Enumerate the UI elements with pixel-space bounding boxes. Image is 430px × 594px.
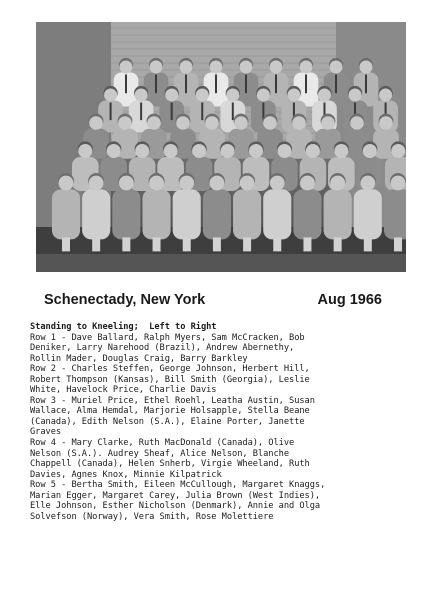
roster-line: (Canada), Edith Nelson (S.A.), Elaine Porter, Janette bbox=[30, 416, 305, 427]
roster-line: Row 1 - Dave Ballard, Ralph Myers, Sam McCracken, Bob bbox=[30, 332, 305, 343]
roster-line: Marian Egger, Margaret Carey, Julia Brown (West Indies), bbox=[30, 490, 321, 501]
caption-date: Aug 1966 bbox=[317, 292, 382, 308]
roster-line: Row 3 - Muriel Price, Ethel Roehl, Leatha Austin, Susan bbox=[30, 395, 315, 406]
caption-place: Schenectady, New York bbox=[44, 292, 206, 308]
roster-heading: Standing to Kneeling; Left to Right bbox=[30, 322, 217, 332]
roster-line: Rollin Mader, Douglas Craig, Barry Barkley bbox=[30, 353, 248, 364]
group-photo-image bbox=[36, 22, 406, 272]
roster-line: Row 2 - Charles Steffen, George Johnson, Herbert Hill, bbox=[30, 364, 310, 375]
roster-line: Davies, Agnes Knox, Minnie Kilpatrick bbox=[30, 469, 222, 480]
caption bbox=[44, 292, 394, 314]
roster-line: Wallace, Alma Hemdal, Marjorie Holsapple, Stella Beane bbox=[30, 406, 310, 417]
roster-line: Robert Thompson (Kansas), Bill Smith (Georgia), Leslie bbox=[30, 374, 310, 385]
roster-line: Row 4 - Mary Clarke, Ruth MacDonald (Canada), Olive bbox=[30, 438, 295, 449]
group-photo bbox=[36, 22, 406, 272]
roster-line: Chappell (Canada), Helen Snherb, Virgie Wheeland, Ruth bbox=[30, 459, 310, 470]
roster-text bbox=[30, 322, 422, 522]
roster-line: Graves bbox=[30, 427, 62, 438]
roster-line: Row 5 - Bertha Smith, Eileen McCullough, Margaret Knaggs, bbox=[30, 480, 326, 491]
roster-line: Deniker, Larry Narehood (Brazil), Andrew Abernethy, bbox=[30, 343, 295, 354]
roster-line: Nelson (S.A.). Audrey Sheaf, Alice Nelson, Blanche bbox=[30, 448, 290, 459]
roster-line: White, Havelock Price, Charlie Davis bbox=[30, 385, 217, 396]
roster-line: Elle Johnson, Esther Nicholson (Denmark), Annie and Olga bbox=[30, 501, 321, 512]
roster-line: Solvefson (Norway), Vera Smith, Rose Molettiere bbox=[30, 511, 274, 522]
